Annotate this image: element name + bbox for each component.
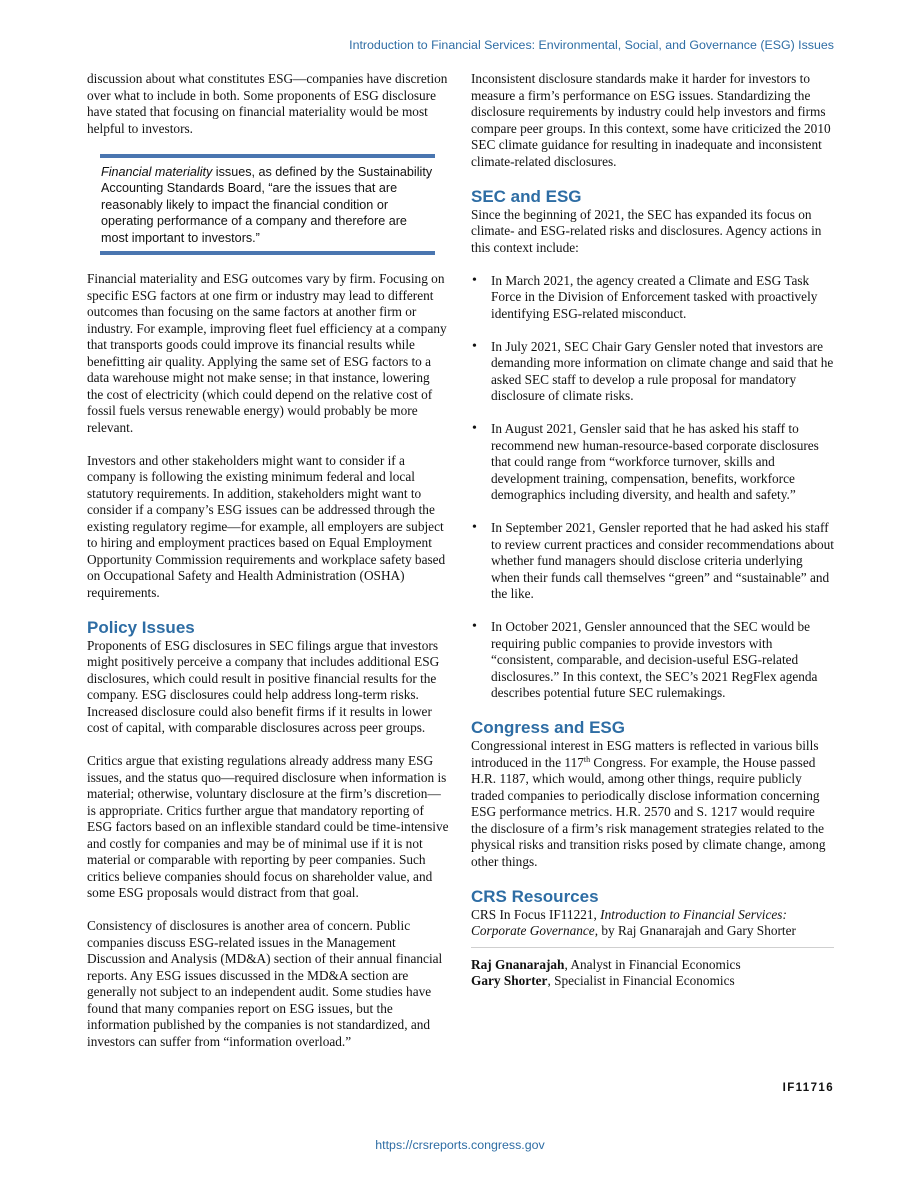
list-item: • In March 2021, the agency created a Climate and ESG Task Force in the Division of Enforcement tasked with proactively identifying ESG-related misconduct. xyxy=(471,273,834,323)
citation-prefix: CRS In Focus IF11221, xyxy=(471,906,601,922)
left-column xyxy=(87,71,449,1067)
paragraph: Proponents of ESG disclosures in SEC filings argue that investors might positively perceive a company that includes additional ESG disclosures, which could result in positive financial results for the company. ESG disclosures could help address long-term risks. Increased disclosure could also benefit firms if it results in lower cost of capital, with comparable disclosures across peer groups. xyxy=(87,637,440,735)
section-heading-sec-and-esg: SEC and ESG xyxy=(471,186,582,206)
author-line xyxy=(471,957,834,974)
product-code: IF11716 xyxy=(782,1082,834,1094)
author-line xyxy=(471,973,834,990)
author-role: , Analyst in Financial Economics xyxy=(564,956,741,972)
paragraph: Critics argue that existing regulations already address many ESG issues, and the status quo—required disclosure when information is material; otherwise, voluntary disclosure at the firm’s discretion—is appropriate. Critics further argue that mandatory reporting of ESG factors based on an inflexible standard could be time-intensive and costly for companies and may be of minimal use if it is not material or comparable with reporting by peer companies. Such critics believe companies should focus on shareholder value, and some ESG proposals would distract from that goal. xyxy=(87,753,449,900)
paragraph xyxy=(471,738,834,870)
crs-resource-citation xyxy=(471,907,834,940)
list-item: • In October 2021, Gensler announced that the SEC would be requiring public companies to provide investors with “consistent, comparable, and decision-useful ESG-related disclosures.” In this context, the SEC’s 2021 RegFlex agenda describes potential future SEC rulemakings. xyxy=(471,619,834,702)
congress-text-pre: Congressional interest in ESG matters is reflected in various bills introduced in the 117 xyxy=(471,738,819,770)
section-heading-congress-and-esg: Congress and ESG xyxy=(471,718,625,737)
congress-text-post: Congress. For example, the House passed H.R. 1187, which would, among other things, require publicly traded companies to periodically disclose information concerning ESG performance metrics. H.R. 2570 and S. 1217 would require the disclosure of a firm’s risk management strategies related to the physical risks and transition risks posed by climate change, among other things. xyxy=(471,754,826,869)
citation-title: Introduction to Financial Services: Corporate Governance xyxy=(471,906,787,938)
list-item: • In September 2021, Gensler reported that he had asked his staff to review current practices and consider recommendations about whether fund managers should disclose criteria underlying when their funds call themselves “green” and “sustainable” and the like. xyxy=(471,520,834,603)
list-item: • In August 2021, Gensler said that he has asked his staff to recommend new human-resource-based corporate disclosures that could range from “workforce turnover, skills and development training, compensation, benefits, workforce demographics including diversity, and health and safety.” xyxy=(471,421,834,504)
paragraph: Inconsistent disclosure standards make it harder for investors to measure a firm’s performance on ESG issues. Standardizing the disclosure requirements by industry could help investors and firms compare peer groups. In this context, some have criticized the 2010 SEC climate guidance for resulting in inadequate and inconsistent climate-related disclosures. xyxy=(471,71,831,169)
citation-suffix: , by Raj Gnanarajah and Gary Shorter xyxy=(594,923,796,938)
author-name: Raj Gnanarajah xyxy=(471,956,565,972)
right-column xyxy=(471,71,834,990)
author-role: , Specialist in Financial Economics xyxy=(547,973,735,988)
footer-url-link[interactable]: https://crsreports.congress.gov xyxy=(375,1138,545,1152)
author-name: Gary Shorter xyxy=(471,973,548,988)
ordinal-suffix: th xyxy=(583,754,591,764)
paragraph: Financial materiality and ESG outcomes vary by firm. Focusing on specific ESG factors at one firm or industry may lead to different outcomes than focusing on the same factors at another firm or industry. For example, improving fleet fuel efficiency at a company that transports goods could improve its financial results while benefitting air quality. Applying the same set of ESG factors to a data warehouse might not make sense; in that instance, lowering the cost of electricity (which could depend on the relative cost of fossil fuels versus renewable energy) would probably be more relevant. xyxy=(87,271,447,435)
paragraph: discussion about what constitutes ESG—companies have discretion over what to include in both. Some proponents of ESG disclosure have stated that focusing on financial materiality would be most helpful to investors. xyxy=(87,71,448,136)
list-item: • In July 2021, SEC Chair Gary Gensler noted that investors are demanding more information on climate change and said that he asked SEC staff to develop a rule proposal for mandatory disclosure of climate risks. xyxy=(471,339,834,405)
paragraph: Since the beginning of 2021, the SEC has expanded its focus on climate- and ESG-related risks and disclosures. Agency actions in this context include: xyxy=(471,206,822,255)
running-header: Introduction to Financial Services: Environmental, Social, and Governance (ESG) Issues xyxy=(349,38,834,52)
callout-term: Financial materiality xyxy=(101,164,213,179)
paragraph: Consistency of disclosures is another area of concern. Public companies discuss ESG-related issues in the Management Discussion and Analysis (MD&A) section of their annual financial reports. Any ESG issues discussed in the MD&A section are generally not subject to an independent audit. Some studies have found that many companies report on ESG issues, but the information published by the companies is not standardized, and investors can suffer from “information overload.” xyxy=(87,918,443,1049)
sec-actions-list xyxy=(471,273,834,702)
section-heading-crs-resources: CRS Resources xyxy=(471,886,599,906)
paragraph: Investors and other stakeholders might want to consider if a company is following the existing minimum federal and local statutory requirements. In addition, stakeholders might want to consider if a company’s ESG issues can be addressed through the existing regulatory regime—for example, all employers are subject to hiring and employment practices based on Equal Employment Opportunity Commission requirements and workplace safety based on Occupational Safety and Health Administration (OSHA) requirements. xyxy=(87,452,446,600)
callout-text: issues, as defined by the Sustainability Accounting Standards Board, “are the issues that are reasonably likely to impact the financial condition or operating performance of a company and therefore are most important to investors.” xyxy=(101,164,433,245)
author-divider xyxy=(471,947,834,948)
definition-callout xyxy=(100,154,435,256)
section-heading-policy-issues: Policy Issues xyxy=(87,617,195,637)
